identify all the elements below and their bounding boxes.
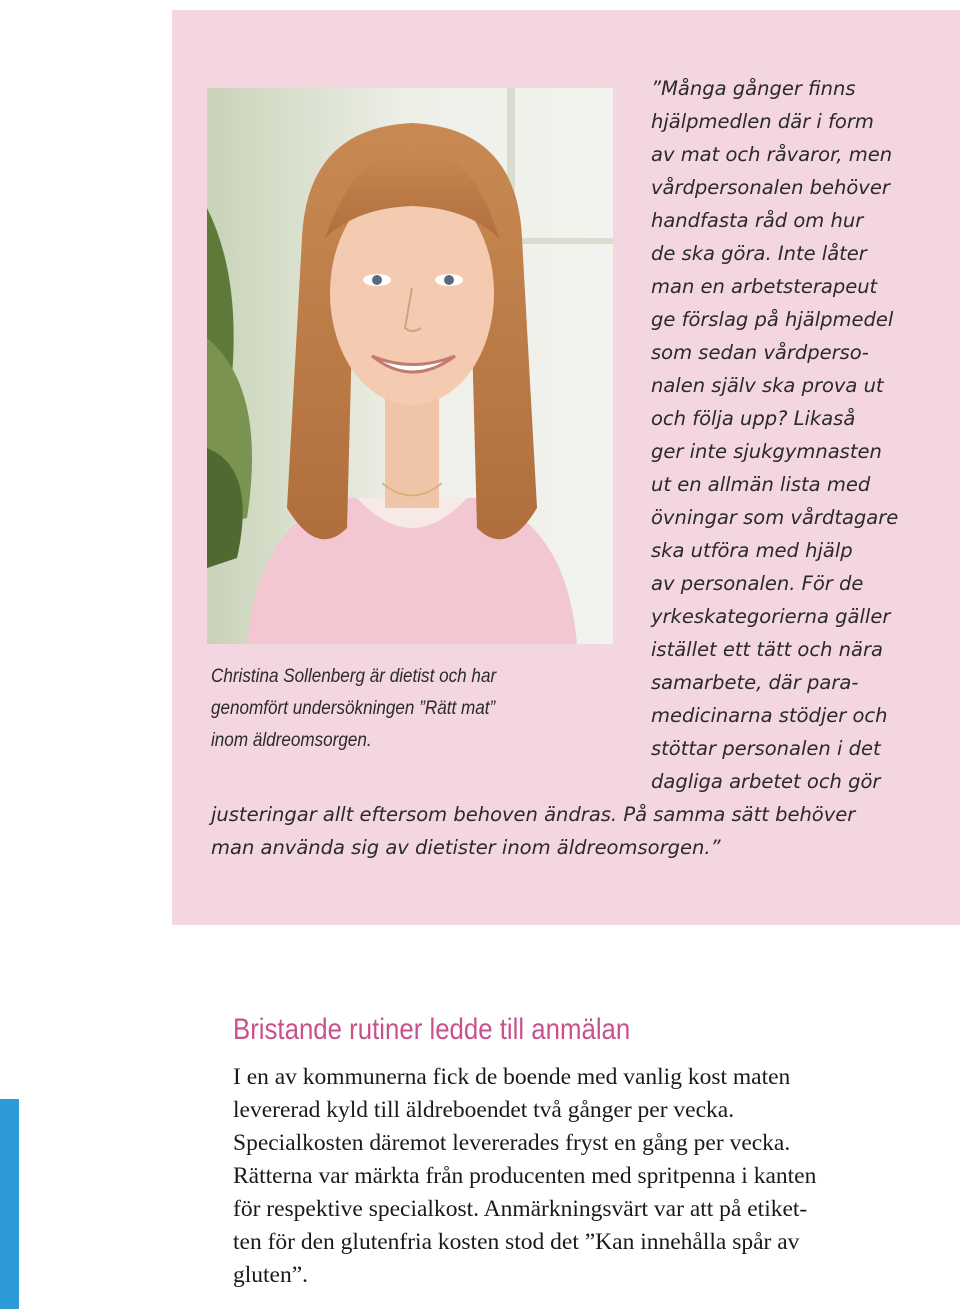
quote-line: ”Många gånger finns bbox=[651, 77, 856, 100]
quote-line: av personalen. För de bbox=[651, 572, 864, 595]
quote-line: övningar som vårdtagare bbox=[651, 506, 899, 529]
body-line: Rätterna var märkta från producenten med spritpenna i kanten bbox=[233, 1163, 817, 1189]
body-line: Specialkosten däremot levererades fryst en gång per vecka. bbox=[233, 1130, 791, 1156]
quote-line: ska utföra med hjälp bbox=[651, 539, 853, 562]
quote-line: och följa upp? Likaså bbox=[651, 407, 856, 430]
quote-line: man använda sig av dietister inom äldreomsorgen.” bbox=[211, 836, 721, 859]
body-line: för respektive specialkost. Anmärkningsvärt var att på etiket- bbox=[233, 1196, 808, 1222]
quote-line: yrkeskategorierna gäller bbox=[651, 605, 891, 628]
quote-line: istället ett tätt och nära bbox=[651, 638, 883, 661]
quote-line: hjälpmedlen där i form bbox=[651, 110, 874, 133]
quote-line: stöttar personalen i det bbox=[651, 737, 881, 760]
quote-line: av mat och råvaror, men bbox=[651, 143, 893, 166]
quote-line: vårdpersonalen behöver bbox=[651, 176, 890, 199]
caption-line: Christina Sollenberg är dietist och har bbox=[211, 666, 497, 687]
quote-line: ger inte sjukgymnasten bbox=[651, 440, 882, 463]
quote-line: man en arbetsterapeut bbox=[651, 275, 878, 298]
caption-line: genomfört undersökningen ”Rätt mat” bbox=[211, 698, 496, 719]
section-heading: Bristande rutiner ledde till anmälan bbox=[233, 1013, 631, 1046]
quote-line: ut en allmän lista med bbox=[651, 473, 871, 496]
portrait-photo bbox=[207, 88, 613, 644]
quote-line: medicinarna stödjer och bbox=[651, 704, 888, 727]
quote-line: nalen själv ska prova ut bbox=[651, 374, 884, 397]
caption-line: inom äldreomsorgen. bbox=[211, 730, 372, 751]
body-line: I en av kommunerna fick de boende med vanlig kost maten bbox=[233, 1064, 791, 1090]
quote-line: som sedan vårdperso- bbox=[651, 341, 869, 364]
quote-line: samarbete, där para- bbox=[651, 671, 859, 694]
quote-line: justeringar allt eftersom behoven ändras. På samma sätt behöver bbox=[211, 803, 856, 826]
quote-line: de ska göra. Inte låter bbox=[651, 242, 867, 265]
photo-caption bbox=[211, 661, 571, 757]
quote-line: dagliga arbetet och gör bbox=[651, 770, 881, 793]
body-line: ten för den glutenfria kosten stod det ”Kan innehålla spår av bbox=[233, 1229, 800, 1255]
accent-bar bbox=[0, 1099, 19, 1309]
quote-line: ge förslag på hjälpmedel bbox=[651, 308, 894, 331]
body-line: levererad kyld till äldreboendet två gånger per vecka. bbox=[233, 1097, 735, 1123]
quote-line: handfasta råd om hur bbox=[651, 209, 864, 232]
body-line: gluten”. bbox=[233, 1262, 309, 1288]
section-body bbox=[233, 1061, 933, 1292]
